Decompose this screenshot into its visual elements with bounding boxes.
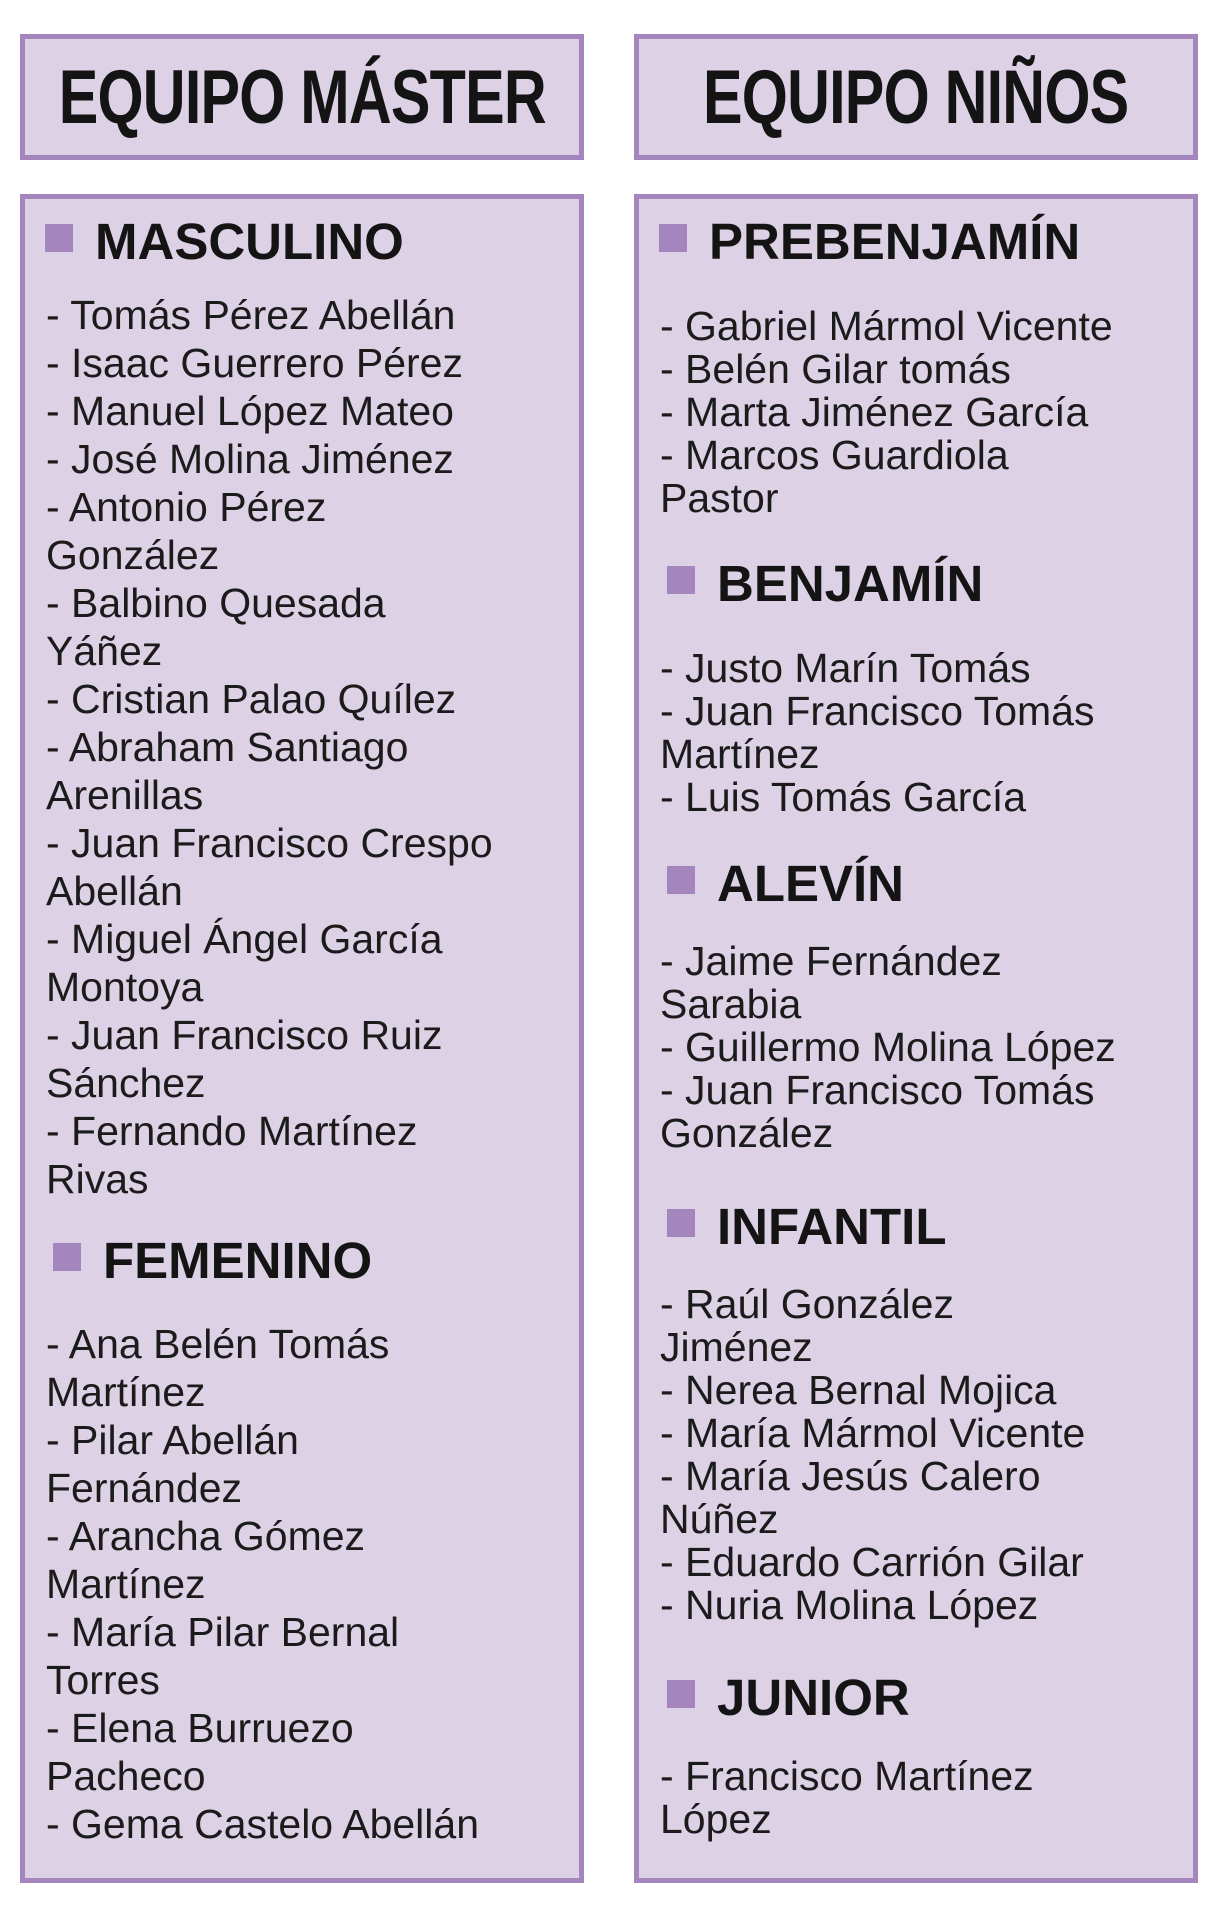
- player-name-line: - Nuria Molina López: [660, 1582, 1039, 1628]
- player-name-line: Sarabia: [660, 981, 802, 1027]
- player-name-line: Yáñez: [46, 628, 163, 674]
- player-name-line: González: [660, 1110, 834, 1156]
- category-label: PREBENJAMÍN: [709, 213, 1081, 270]
- player-name-line: - José Molina Jiménez: [46, 436, 454, 482]
- category-label: BENJAMÍN: [717, 555, 984, 612]
- player-name-line: - Juan Francisco Tomás: [660, 688, 1095, 734]
- square-bullet-icon: [667, 1680, 695, 1708]
- player-name-line: - María Pilar Bernal: [46, 1609, 400, 1655]
- player-name-line: - Fernando Martínez: [46, 1108, 418, 1154]
- player-name-line: Montoya: [46, 964, 204, 1010]
- name-list-prebenjamin: [660, 305, 1113, 520]
- header-title: EQUIPO MÁSTER: [58, 54, 546, 140]
- category-label: JUNIOR: [717, 1669, 910, 1726]
- category-label: FEMENINO: [103, 1232, 373, 1289]
- player-name-line: Martínez: [46, 1369, 206, 1415]
- category-label: MASCULINO: [95, 213, 404, 270]
- player-name-line: - Balbino Quesada: [46, 580, 386, 626]
- player-name-line: - María Mármol Vicente: [660, 1410, 1086, 1456]
- player-name-line: - Antonio Pérez: [46, 484, 327, 530]
- square-bullet-icon: [45, 224, 73, 252]
- square-bullet-icon: [667, 1209, 695, 1237]
- square-bullet-icon: [659, 224, 687, 252]
- player-name-line: - Raúl González: [660, 1281, 954, 1327]
- player-name-line: Torres: [46, 1657, 160, 1703]
- player-name-line: - Manuel López Mateo: [46, 388, 454, 434]
- player-name-line: Martínez: [660, 731, 820, 777]
- player-name-line: Fernández: [46, 1465, 243, 1511]
- name-list-alevin: [660, 940, 1116, 1155]
- name-list-femenino: [46, 1320, 479, 1848]
- player-name-line: Rivas: [46, 1156, 149, 1202]
- player-name-line: - Marcos Guardiola: [660, 432, 1009, 478]
- player-name-line: Abellán: [46, 868, 183, 914]
- player-name-line: Jiménez: [660, 1324, 813, 1370]
- player-name-line: González: [46, 532, 220, 578]
- player-name-line: Martínez: [46, 1561, 206, 1607]
- name-list-masculino: [46, 291, 493, 1203]
- header-title: EQUIPO NIÑOS: [703, 54, 1129, 140]
- player-name-line: - Gema Castelo Abellán: [46, 1801, 480, 1847]
- name-list-infantil: [660, 1283, 1085, 1627]
- player-name-line: - Guillermo Molina López: [660, 1024, 1116, 1070]
- category-heading-prebenjamin: [659, 212, 1080, 271]
- player-name-line: - Justo Marín Tomás: [660, 645, 1031, 691]
- player-name-line: - Gabriel Mármol Vicente: [660, 303, 1113, 349]
- player-name-line: - Ana Belén Tomás: [46, 1321, 390, 1367]
- player-name-line: - Tomás Pérez Abellán: [46, 292, 456, 338]
- square-bullet-icon: [667, 866, 695, 894]
- player-name-line: - Cristian Palao Quílez: [46, 676, 457, 722]
- player-name-line: Sánchez: [46, 1060, 206, 1106]
- square-bullet-icon: [667, 566, 695, 594]
- player-name-line: López: [660, 1796, 772, 1842]
- category-heading-alevin: [667, 854, 904, 913]
- player-name-line: - Nerea Bernal Mojica: [660, 1367, 1057, 1413]
- category-label: INFANTIL: [717, 1198, 947, 1255]
- player-name-line: - Isaac Guerrero Pérez: [46, 340, 463, 386]
- category-heading-junior: [667, 1668, 910, 1727]
- name-list-junior: [660, 1755, 1034, 1841]
- category-label: ALEVÍN: [717, 855, 905, 912]
- player-name-line: - Jaime Fernández: [660, 938, 1002, 984]
- player-name-line: - Luis Tomás García: [660, 774, 1027, 820]
- category-heading-benjamin: [667, 554, 983, 613]
- square-bullet-icon: [53, 1243, 81, 1271]
- player-name-line: - Marta Jiménez García: [660, 389, 1089, 435]
- player-name-line: - María Jesús Calero: [660, 1453, 1041, 1499]
- panel-equipo-ninos: [634, 194, 1198, 1883]
- name-list-benjamin: [660, 647, 1094, 819]
- player-name-line: - Pilar Abellán: [46, 1417, 299, 1463]
- player-name-line: - Elena Burruezo: [46, 1705, 354, 1751]
- player-name-line: - Juan Francisco Crespo: [46, 820, 493, 866]
- category-heading-infantil: [667, 1197, 946, 1256]
- player-name-line: - Juan Francisco Tomás: [660, 1067, 1095, 1113]
- player-name-line: Pacheco: [46, 1753, 206, 1799]
- player-name-line: - Arancha Gómez: [46, 1513, 366, 1559]
- category-heading-femenino: [53, 1231, 372, 1290]
- player-name-line: - Francisco Martínez: [660, 1753, 1034, 1799]
- player-name-line: Pastor: [660, 475, 779, 521]
- player-name-line: Núñez: [660, 1496, 779, 1542]
- header-equipo-master: [20, 34, 584, 160]
- player-name-line: - Abraham Santiago: [46, 724, 409, 770]
- player-name-line: - Eduardo Carrión Gilar: [660, 1539, 1084, 1585]
- player-name-line: - Miguel Ángel García: [46, 916, 443, 962]
- header-equipo-ninos: [634, 34, 1198, 160]
- player-name-line: - Juan Francisco Ruiz: [46, 1012, 443, 1058]
- player-name-line: Arenillas: [46, 772, 204, 818]
- category-heading-masculino: [45, 212, 404, 271]
- panel-equipo-master: [20, 194, 584, 1883]
- player-name-line: - Belén Gilar tomás: [660, 346, 1011, 392]
